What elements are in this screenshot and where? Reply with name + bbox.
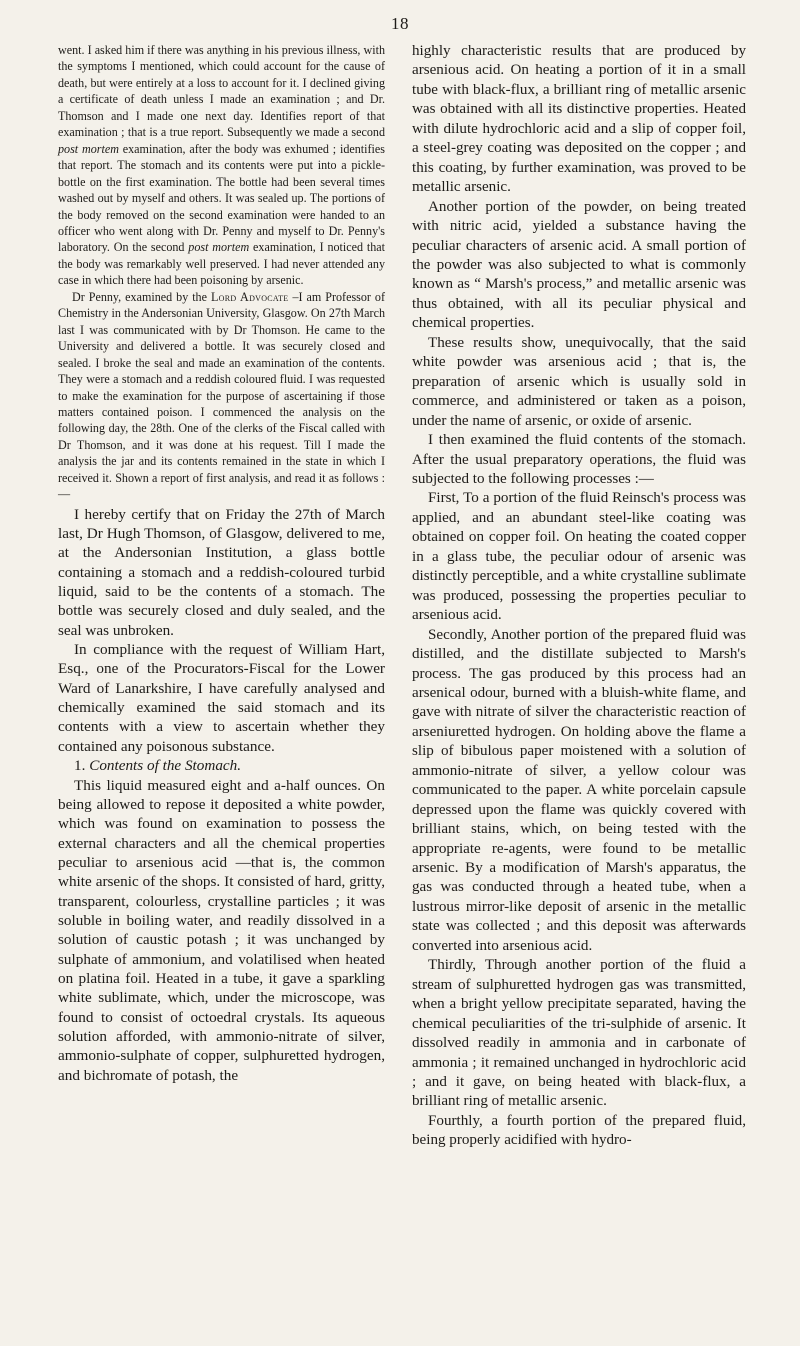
paragraph: highly characteristic results that are produced by arsenious acid. On heating a portion of it in a small tube with black-flux, a brilliant ring of metallic arsenic was obtained with all its distinctive properties. Heated with dilute hydrochloric acid and a slip of copper foil, a steel-grey coating was deposited on the copper ; and this coating, by further examination, was proved to be metallic arsenic. [412, 43, 746, 196]
paragraph [58, 289, 385, 503]
report-block [58, 505, 385, 1085]
paragraph [58, 42, 385, 289]
paragraph: Another portion of the powder, on being treated with nitric acid, yielded a substance having the peculiar characters of arsenic acid. A small portion of the powder was also subjected to what is commonly known as “ Marsh's process,” and metallic arsenic was thus obtained, with all its peculiar physical and chemical properties. [412, 198, 746, 332]
small-caps-name: Lord Advocate [210, 289, 289, 304]
paragraph-text: Dr Penny, examined by the [72, 289, 207, 304]
heading-number: 1. [74, 757, 86, 775]
paragraph: In compliance with the request of William Hart, Esq., one of the Procurators-Fiscal for the Lower Ward of Lanarkshire, I have carefully analysed and chemically examined the said stomach and its contents with a view to ascertain whether they contained any poisonous substance. [58, 641, 385, 755]
section-heading [58, 756, 385, 775]
paragraph-text: examination, after the body was exhumed ; identifies that report. The stomach and its contents were put into a pickle-bottle on the first examination. The bottle had been several times washed out by myself and others. It was sealed up. The portions of the body removed on the second examination were handed to an officer who went along with Dr. Penny and myself to Dr. Penny's laboratory. On the second [58, 141, 385, 255]
testimony-block [58, 42, 385, 503]
left-column [58, 42, 385, 1085]
paragraph: Thirdly, Through another portion of the fluid a stream of sulphuretted hydrogen gas was transmitted, when a bright yellow precipitate separated, having the chemical peculiarities of the tri-sulphide of arsenic. It dissolved readily in ammonia and in carbonate of ammonia ; it remained unchanged in hydrochloric acid ; and it gave, on being heated with black-flux, a brilliant ring of metallic arsenic. [412, 957, 746, 1110]
paragraph: I then examined the fluid contents of the stomach. After the usual preparatory operations, the fluid was subjected to the following processes :— [412, 432, 746, 487]
paragraph: This liquid measured eight and a-half ounces. On being allowed to repose it deposited a white powder, which was found on examination to possess the external characters and all the chemical properties peculiar to arsenious acid —that is, the common white arsenic of the shops. It consisted of hard, gritty, transparent, colourless, crystalline particles ; it was soluble in boiling water, and readily dissolved in a solution of caustic potash ; it was unchanged by sulphate of ammonium, and volatilised when heated on platina foil. Heated in a tube, it gave a sparkling white sublimate, which, under the microscope, was found to consist of octoedral crystals. Its aqueous solution afforded, with ammonio-nitrate of silver, ammonio-sulphate of copper, sulphuretted hydrogen, and bichromate of potash, the [58, 776, 385, 1084]
paragraph: First, To a portion of the fluid Reinsch's process was applied, and an abundant steel-like coating was obtained on copper foil. On heating the coated copper in a glass tube, the peculiar odour of arsenic was distinctly perceptible, and a white crystalline sublimate was produced, possessing the properties peculiar to arsenious acid. [412, 490, 746, 624]
paragraph: I hereby certify that on Friday the 27th of March last, Dr Hugh Thomson, of Glasgow, delivered to me, at the Andersonian Institution, a glass bottle containing a stomach and a reddish-coloured turbid liquid, said to be the contents of a stomach. The bottle was securely closed and duly sealed, and the seal was unbroken. [58, 505, 385, 639]
right-column [412, 42, 746, 1151]
paragraph-text: went. I asked him if there was anything in his previous illness, with the symptoms I mentioned, which could account for the cause of death, but were entirely at a loss to account for it. I declined giving a certificate of death unless I made an examination ; and Dr. Thomson and I made one next day. Identifies report of that examination ; that is a true report. Subsequently we made a second [58, 43, 385, 140]
paragraph-text: –I am Professor of Chemistry in the Andersonian University, Glasgow. On 27th March last I was communicated with by Dr Thomson. He came to the University and delivered a bottle. It was securely closed and sealed. I broke the seal and made an examination of the contents. They were a stomach and a reddish coloured fluid. I was requested to make the examination for the purpose of ascertaining if those matters contained poison. I commenced the analysis on the following day, the 28th. One of the clerks of the Fiscal called with Dr Thomson, and it was done at his request. Till I made the analysis the jar and its contents remained in the state in which I received it. Shown a report of first analysis, and read it as follows :— [58, 289, 385, 502]
paragraph: These results show, unequivocally, that the said white powder was arsenious acid ; that is, the preparation of arsenic which is usually sold in commerce, and administered or taken as a poison, under the name of arsenic, or oxide of arsenic. [412, 334, 746, 429]
paragraph-text: examination, I noticed that the body was remarkably well preserved. I had never attended any case in which there had been poisoning by arsenic. [58, 240, 385, 288]
heading-text: Contents of the Stomach. [89, 757, 242, 775]
paragraph: Secondly, Another portion of the prepared fluid was distilled, and the distillate subjected to Marsh's process. The gas produced by this process had an arsenical odour, burned with a bluish-white flame, and gave with nitrate of silver the characteristic reaction of arseniuretted hydrogen. On holding above the flame a slip of bibulous paper moistened with a solution of ammonio-nitrate of silver, a yellow colour was communicated to the paper. A white porcelain capsule depressed upon the flame was quickly covered with brilliant stains, which, on being tested with the appropriate re-agents, were found to be metallic arsenic. By a modification of Marsh's apparatus, the gas was conducted through a heated tube, when a lustrous mirror-like deposit of arsenic in the metallic state was collected ; and this deposit was afterwards converted into arsenious acid. [412, 626, 746, 954]
paragraph: Fourthly, a fourth portion of the prepared fluid, being properly acidified with hydro- [412, 1112, 746, 1149]
page-number: 18 [391, 14, 409, 33]
italic-term: post mortem [188, 240, 250, 255]
italic-term: post mortem [58, 141, 119, 156]
